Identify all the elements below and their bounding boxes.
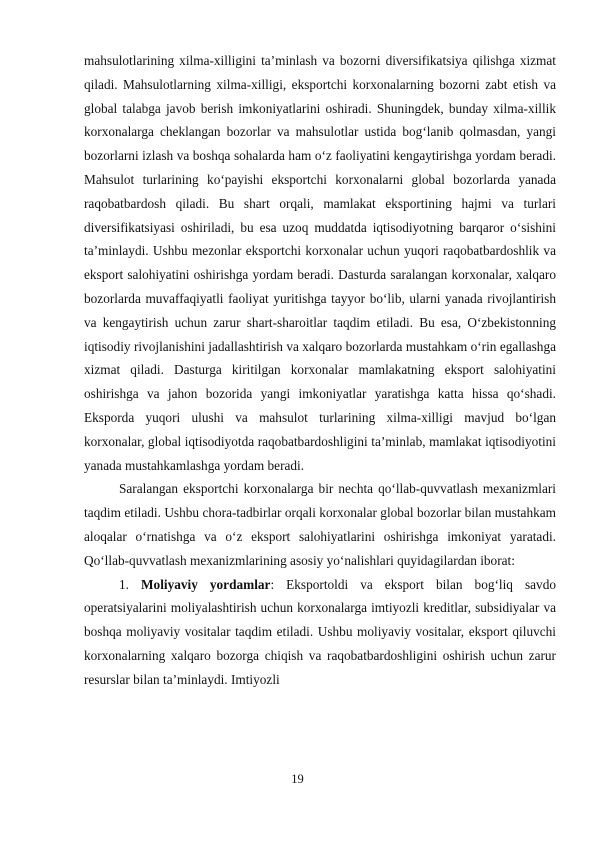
list-item-text: : Eksportoldi va eksport bilan bog‘liq savdo operatsiyalarini moliyalashtirish uchun korxonalarga imtiyozli kreditlar, subsidiyalar va boshqa moliyaviy vositalar taqdim etiladi. Ushbu moliyaviy vositalar, eksport qiluvchi korxonalarning xalqaro bozorga chiqish va raqobatbardoshligini oshirish uchun zarur resurslar bilan ta’minlaydi. Imtiyozli bbox=[84, 576, 556, 687]
list-number: 1. bbox=[119, 576, 129, 592]
document-page bbox=[84, 49, 556, 692]
page-number: 19 bbox=[291, 772, 304, 786]
paragraph-support-mechanisms: Saralangan eksportchi korxonalarga bir nechta qo‘llab-quvvatlash mexanizmlari taqdim etiladi. Ushbu chora-tadbirlar orqali korxonalar global bozorlar bilan mustahkam aloqalar o‘rnatishga va o‘z eksport salohiyatlarini oshirishga imkoniyat yaratadi. Qo‘llab-quvvatlash mexanizmlarining asosiy yo‘nalishlari quyidagilardan iborat: bbox=[84, 481, 556, 568]
paragraph-diversification: mahsulotlarining xilma-xilligini ta’minlash va bozorni diversifikatsiya qilishga xizmat qiladi. Mahsulotlarning xilma-xilligi, eksportchi korxonalarning bozorni zabt etish va global talabga javob berish imkoniyatlarini oshiradi. Shuningdek, bunday xilma-xillik korxonalarga cheklangan bozorlar va mahsulotlar ustida bog‘lanib qolmasdan, yangi bozorlarni izlash va boshqa sohalarda ham o‘z faoliyatini kengaytirishga yordam beradi. Mahsulot turlarining ko‘payishi eksportchi korxonalarni global bozorlarda yanada raqobatbardosh qiladi. Bu shart orqali, mamlakat eksportining hajmi va turlari diversifikatsiyasi oshiriladi, bu esa uzoq muddatda iqtisodiyotning barqaror o‘sishini ta’minlaydi. Ushbu mezonlar eksportchi korxonalar uchun yuqori raqobatbardoshlik va eksport salohiyatini oshirishga yordam beradi. Dasturda saralangan korxonalar, xalqaro bozorlarda muvaffaqiyatli faoliyat yuritishga tayyor bo‘lib, ularni yanada rivojlantirish va kengaytirish uchun zarur shart-sharoitlar taqdim etiladi. Bu esa, O‘zbekistonning iqtisodiy rivojlanishini jadallashtirish va xalqaro bozorlarda mustahkam o‘rin egallashga xizmat qiladi. Dasturga kiritilgan korxonalar mamlakatning eksport salohiyatini oshirishga va jahon bozorida yangi imkoniyatlar yaratishga katta hissa qo‘shadi. Eksporda yuqori ulushi va mahsulot turlarining xilma-xilligi mavjud bo‘lgan korxonalar, global iqtisodiyotda raqobatbardoshligini ta’minlab, mamlakat iqtisodiyotini yanada mustahkamlashga yordam beradi. bbox=[84, 53, 556, 473]
list-item-heading: Moliyaviy yordamlar bbox=[141, 576, 271, 592]
paragraph-financial-support bbox=[84, 573, 556, 692]
